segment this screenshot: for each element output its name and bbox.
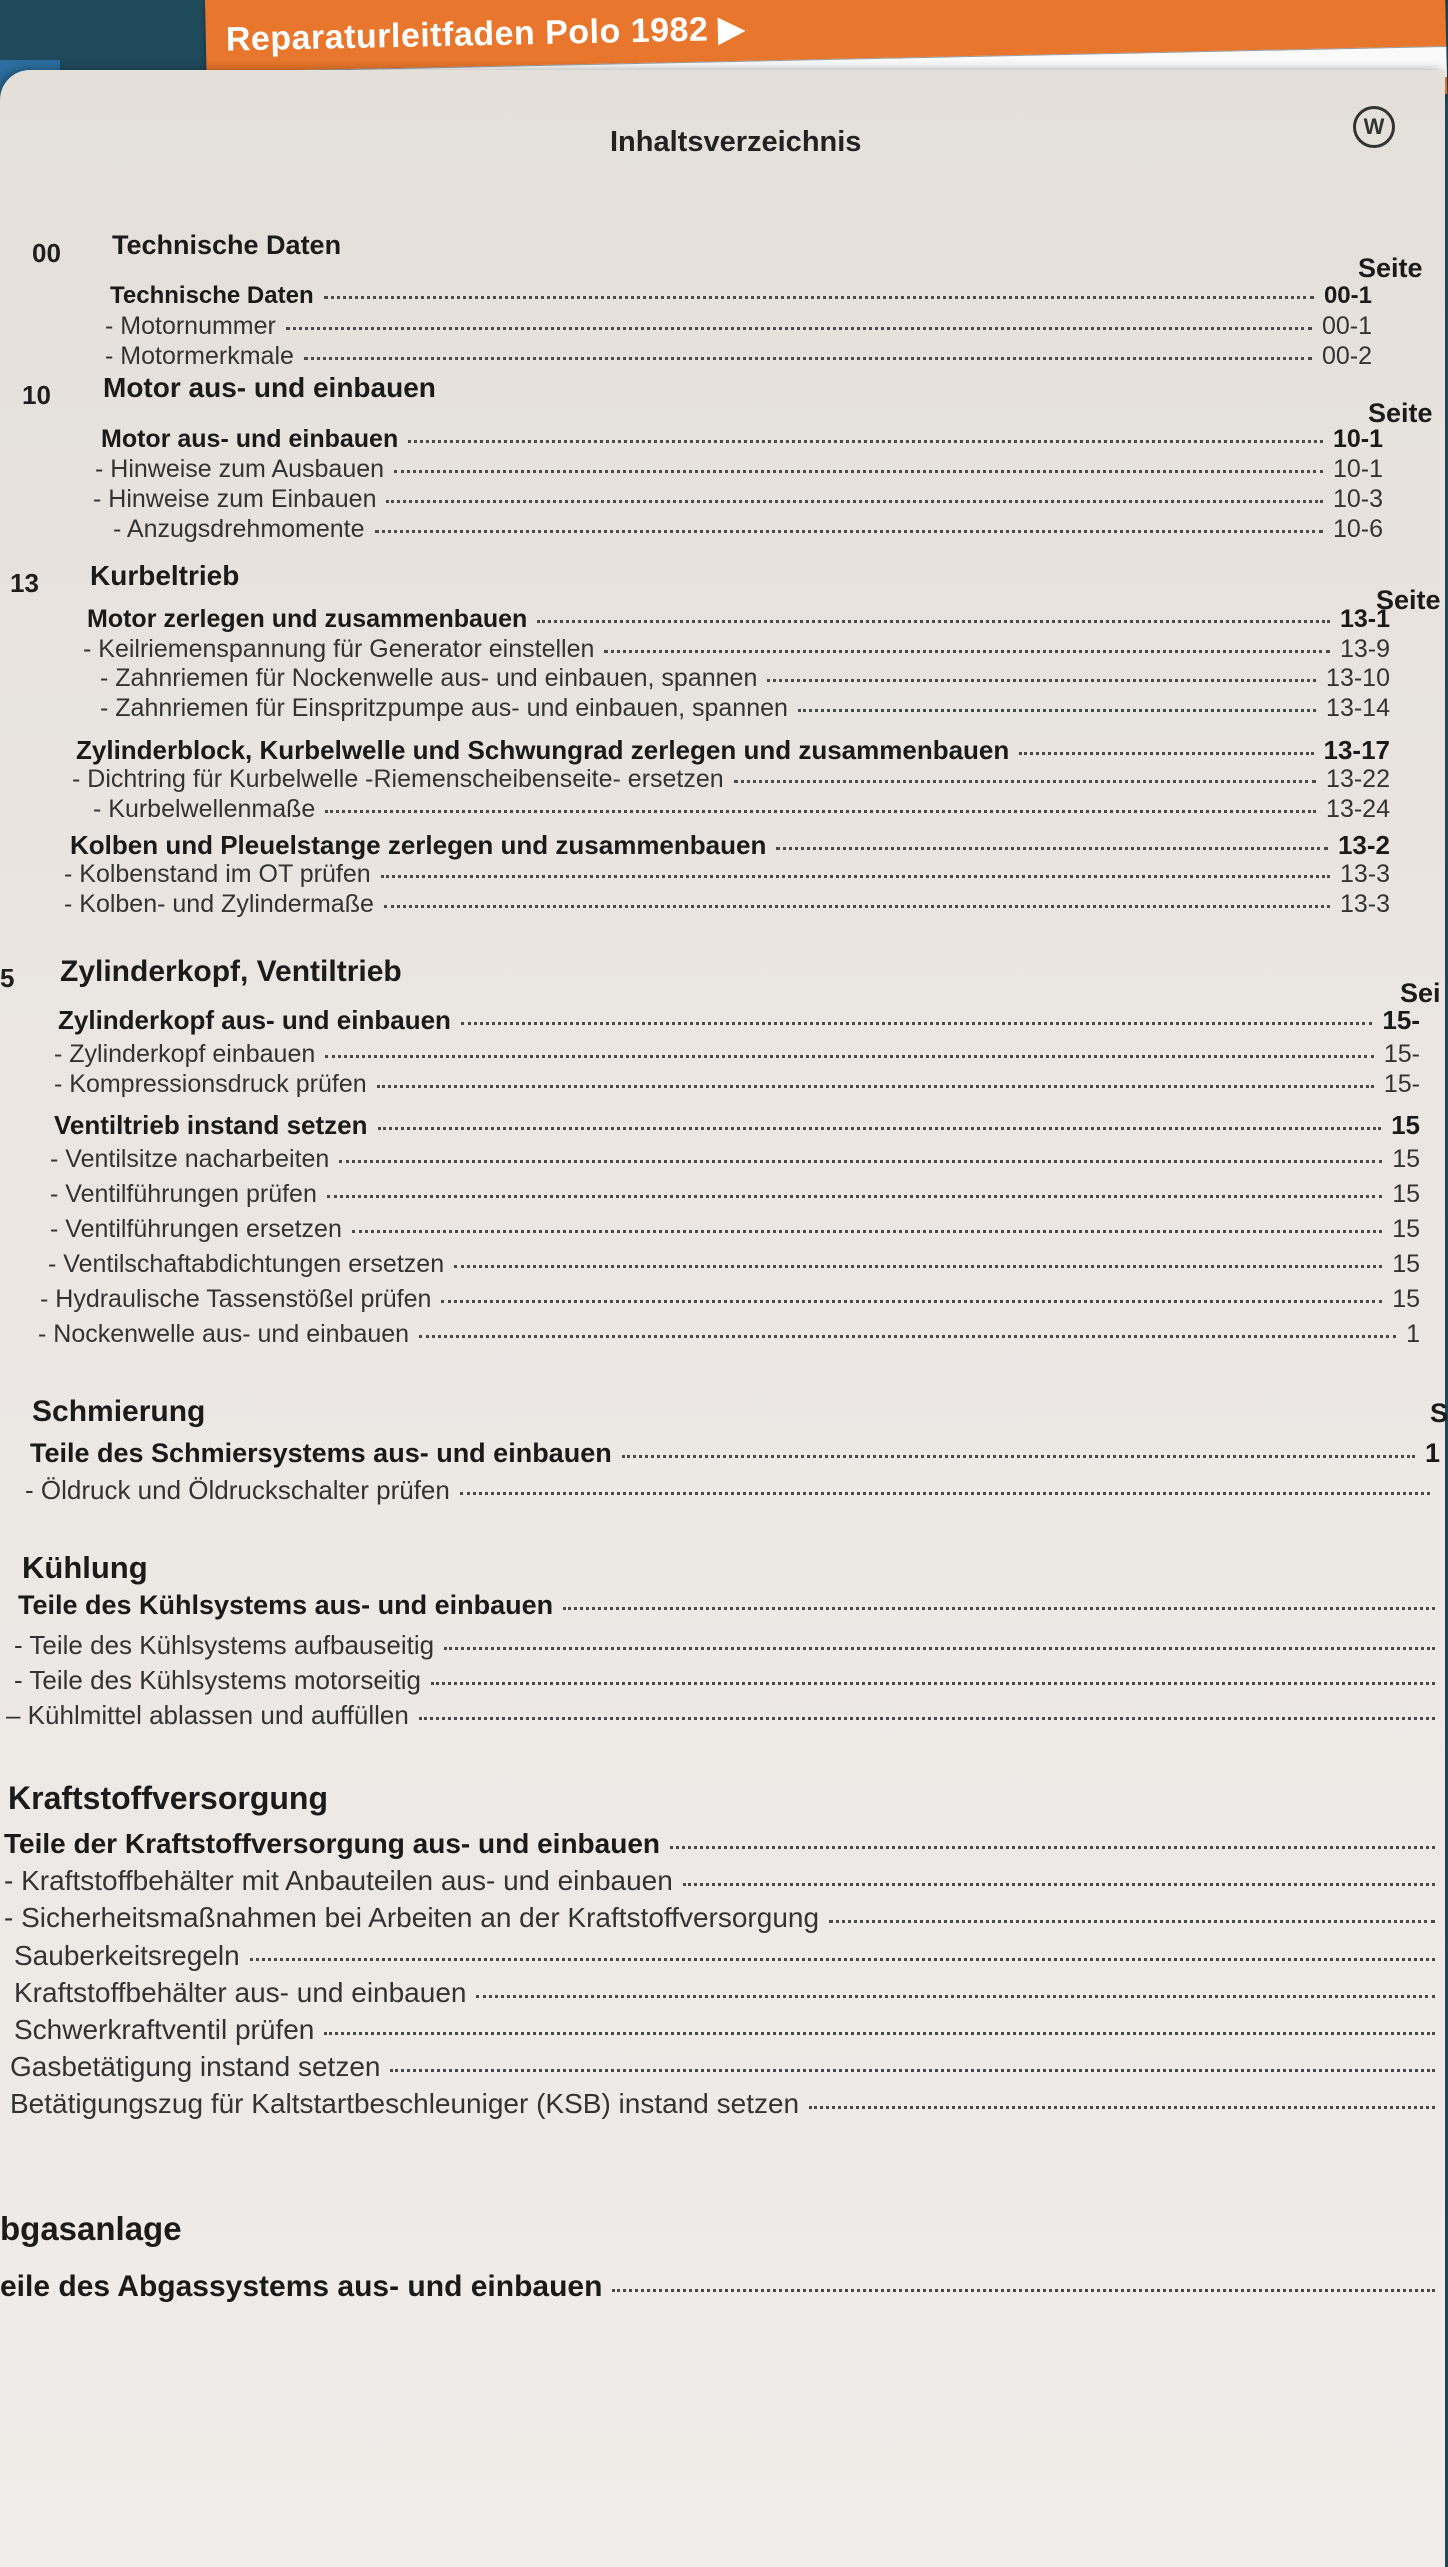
section-number: 5 [0,963,15,993]
entry-label: - Kolbenstand im OT prüfen [64,860,371,888]
entry-page: 10-6 [1332,515,1383,543]
entry-label: - Kolben- und Zylindermaße [64,890,374,918]
toc-sub-entry [105,312,1372,341]
dot-leader [622,1454,1415,1458]
entry-label: Betätigungszug für Kaltstartbeschleuniger (KSB) instand setzen [10,2088,800,2119]
dot-leader [441,1299,1382,1303]
dot-leader [476,1994,1435,1998]
seite-label: Seite [1358,253,1423,283]
entry-page: 1 [1424,1438,1440,1468]
dot-leader [352,1229,1382,1233]
entry-label: Teile des Schmiersystems aus- und einbauen [30,1438,612,1468]
dot-leader [444,1646,1435,1650]
toc-sub-entry [6,1700,1445,1731]
entry-page: 00-1 [1321,312,1372,340]
dot-leader [683,1882,1435,1886]
dot-leader [563,1606,1435,1610]
dot-leader [829,1919,1435,1923]
entry-label: - Kurbelwellenmaße [93,795,316,823]
dot-leader [324,295,1314,299]
toc-main-entry [101,425,1383,454]
entry-label: - Nockenwelle aus- und einbauen [38,1320,410,1348]
entry-label: – Kühlmittel ablassen und auffüllen [6,1700,409,1730]
entry-label: Technische Daten [110,282,314,309]
entry-page: 15 [1392,1180,1420,1208]
entry-page: 10-3 [1332,485,1383,513]
entry-label: - Ventilführungen prüfen [50,1180,317,1208]
dot-leader [390,2068,1435,2072]
section-title: Technische Daten [112,230,342,260]
toc-main-entry [70,830,1390,861]
entry-label: - Sicherheitsmaßnahmen bei Arbeiten an der Kraftstoffversorgung [4,1902,820,1933]
entry-label: - Dichtring für Kurbelwelle -Riemenscheibenseite- ersetzen [72,765,724,793]
toc-sub-entry [93,795,1390,824]
entry-label: - Hinweise zum Ausbauen [95,455,385,483]
toc-sub-entry [50,1145,1420,1174]
entry-page: 15 [1392,1145,1420,1173]
toc-sub-entry [93,485,1383,514]
toc-main-entry [30,1438,1440,1469]
dot-leader [381,874,1330,878]
dot-leader [324,2031,1435,2035]
vw-logo-icon: W [1353,106,1395,148]
entry-label: - Zahnriemen für Einspritzpumpe aus- und einbauen, spannen [100,694,788,722]
toc-main-entry [87,605,1390,634]
dot-leader [384,904,1330,908]
toc-sub-entry [14,2014,1445,2046]
toc-sub-entry [14,1630,1445,1661]
entry-label: Motor zerlegen und zusammenbauen [87,605,528,633]
dot-leader [408,439,1323,443]
entry-label: eile des Abgassystems aus- und einbauen [0,2270,603,2303]
dot-leader [378,1126,1382,1130]
toc-main-entry [18,1590,1445,1621]
toc-sub-entry [14,1665,1445,1696]
dot-leader [612,2288,1435,2292]
section-number: 13 [10,568,39,598]
section-title: Schmierung [32,1395,206,1428]
dot-leader [461,1021,1373,1025]
toc-sub-entry [4,1865,1445,1897]
toc-sub-entry [105,342,1372,371]
entry-label: - Hydraulische Tassenstößel prüfen [40,1285,432,1313]
entry-label: - Ventilführungen ersetzen [50,1215,342,1243]
dot-leader [375,529,1323,533]
entry-label: Schwerkraftventil prüfen [14,2014,315,2045]
entry-label: - Zahnriemen für Nockenwelle aus- und einbauen, spannen [100,664,758,692]
toc-sub-entry [48,1250,1420,1279]
entry-label: - Motornummer [105,312,276,340]
entry-label: Motor aus- und einbauen [101,425,399,453]
toc-main-entry [110,282,1372,310]
entry-page: 00-2 [1321,342,1372,370]
entry-page: 15 [1392,1250,1420,1278]
entry-label: - Kompressionsdruck prüfen [54,1070,367,1098]
entry-page: 00-1 [1323,282,1372,309]
dot-leader [377,1084,1374,1088]
entry-page: 13-2 [1337,830,1390,860]
entry-page: 15 [1391,1110,1420,1140]
entry-label: - Teile des Kühlsystems aufbauseitig [14,1630,435,1660]
dot-leader [670,1845,1435,1849]
entry-page: 13-14 [1326,694,1390,722]
entry-label: Zylinderkopf aus- und einbauen [58,1005,451,1035]
entry-label: Gasbetätigung instand setzen [10,2051,381,2082]
seite-label: Sei [1400,978,1441,1008]
section-title: Kraftstoffversorgung [8,1780,329,1816]
toc-main-entry [4,1828,1445,1860]
dot-leader [454,1264,1382,1268]
entry-label: Ventiltrieb instand setzen [54,1110,368,1140]
entry-page: 13-3 [1339,890,1390,918]
section-title: Kühlung [22,1550,148,1585]
toc-sub-entry [100,694,1390,723]
section-title: Motor aus- und einbauen [103,372,436,403]
entry-page: 10-1 [1332,455,1383,483]
toc-sub-entry [50,1180,1420,1209]
toc-sub-entry [64,890,1390,919]
entry-page: 13-22 [1326,765,1390,793]
entry-page: 13-1 [1339,605,1390,633]
toc-sub-entry [10,2051,1445,2083]
toc-main-entry [76,735,1390,766]
dot-leader [776,846,1328,850]
section-title: Zylinderkopf, Ventiltrieb [60,955,402,988]
entry-label: - Zylinderkopf einbauen [54,1040,316,1068]
dot-leader [286,326,1312,330]
entry-label: Zylinderblock, Kurbelwelle und Schwungrad zerlegen und zusammenbauen [76,735,1010,765]
dot-leader [304,356,1312,360]
toc-sub-entry [38,1320,1420,1349]
toc-sub-entry [4,1902,1445,1934]
section-number: 10 [22,380,51,410]
entry-page: 13-10 [1326,664,1390,692]
toc-main-entry [54,1110,1420,1141]
entry-page: 1 [1406,1320,1420,1348]
seite-label: Seite [1368,398,1433,428]
entry-label: - Teile des Kühlsystems motorseitig [14,1665,422,1695]
section-number: 00 [32,238,61,268]
dot-leader [734,779,1316,783]
toc-sub-entry [95,455,1383,484]
entry-page: 13-24 [1326,795,1390,823]
seite-label: S [1430,1398,1448,1428]
entry-page: 15- [1382,1005,1420,1035]
entry-page: 13-17 [1323,735,1390,765]
toc-sub-entry [50,1215,1420,1244]
dot-leader [250,1957,1435,1961]
entry-label: Teile der Kraftstoffversorgung aus- und einbauen [4,1828,661,1859]
entry-label: Kolben und Pleuelstange zerlegen und zusammenbauen [70,830,767,860]
entry-page: 13-3 [1339,860,1390,888]
dot-leader [386,499,1322,503]
toc-main-entry [58,1005,1420,1036]
dot-leader [325,809,1316,813]
entry-page: 10-1 [1332,425,1383,453]
entry-page: 15 [1392,1215,1420,1243]
dot-leader [767,678,1316,682]
dot-leader [460,1491,1430,1495]
entry-label: - Ventilsitze nacharbeiten [50,1145,330,1173]
toc-sub-entry [113,515,1383,544]
entry-label: - Ventilschaftabdichtungen ersetzen [48,1250,445,1278]
section-title: bgasanlage [0,2210,182,2247]
entry-page: 13-9 [1339,635,1390,663]
toc-main-entry [0,2270,1445,2304]
entry-label: Kraftstoffbehälter aus- und einbauen [14,1977,467,2008]
entry-label: - Kraftstoffbehälter mit Anbauteilen aus- und einbauen [4,1865,673,1896]
toc-sub-entry [72,765,1390,794]
entry-label: Sauberkeitsregeln [14,1940,240,1971]
dot-leader [604,649,1330,653]
entry-label: - Motormerkmale [105,342,294,370]
dot-leader [431,1681,1435,1685]
toc-sub-entry [40,1285,1420,1314]
entry-label: - Keilriemenspannung für Generator einstellen [83,635,595,663]
entry-page: 15 [1392,1285,1420,1313]
toc-sub-entry [83,635,1390,664]
toc-page [0,70,1448,2567]
dot-leader [537,619,1330,623]
dot-leader [325,1054,1374,1058]
toc-sub-entry [14,1940,1445,1972]
section-title: Kurbeltrieb [90,560,240,591]
entry-label: - Anzugsdrehmomente [113,515,365,543]
entry-page: 15- [1383,1040,1420,1068]
dot-leader [419,1334,1396,1338]
toc-sub-entry [100,664,1390,693]
entry-label: Teile des Kühlsystems aus- und einbauen [18,1590,554,1620]
toc-sub-entry [54,1070,1420,1099]
entry-page: 15- [1383,1070,1420,1098]
toc-sub-entry [25,1475,1440,1506]
seite-label: Seite [1376,585,1441,615]
entry-label: - Öldruck und Öldruckschalter prüfen [25,1475,450,1505]
toc-sub-entry [64,860,1390,889]
entry-label: - Hinweise zum Einbauen [93,485,377,513]
dot-leader [809,2105,1435,2109]
dot-leader [339,1159,1382,1163]
page-title: Inhaltsverzeichnis [610,126,862,158]
dot-leader [1019,751,1313,755]
toc-sub-entry [10,2088,1445,2120]
dot-leader [419,1716,1435,1720]
binder-title: Reparaturleitfaden Polo 1982 ▶ [225,9,746,59]
dot-leader [798,708,1316,712]
toc-sub-entry [54,1040,1420,1069]
toc-sub-entry [14,1977,1445,2009]
dot-leader [327,1194,1382,1198]
dot-leader [394,469,1323,473]
